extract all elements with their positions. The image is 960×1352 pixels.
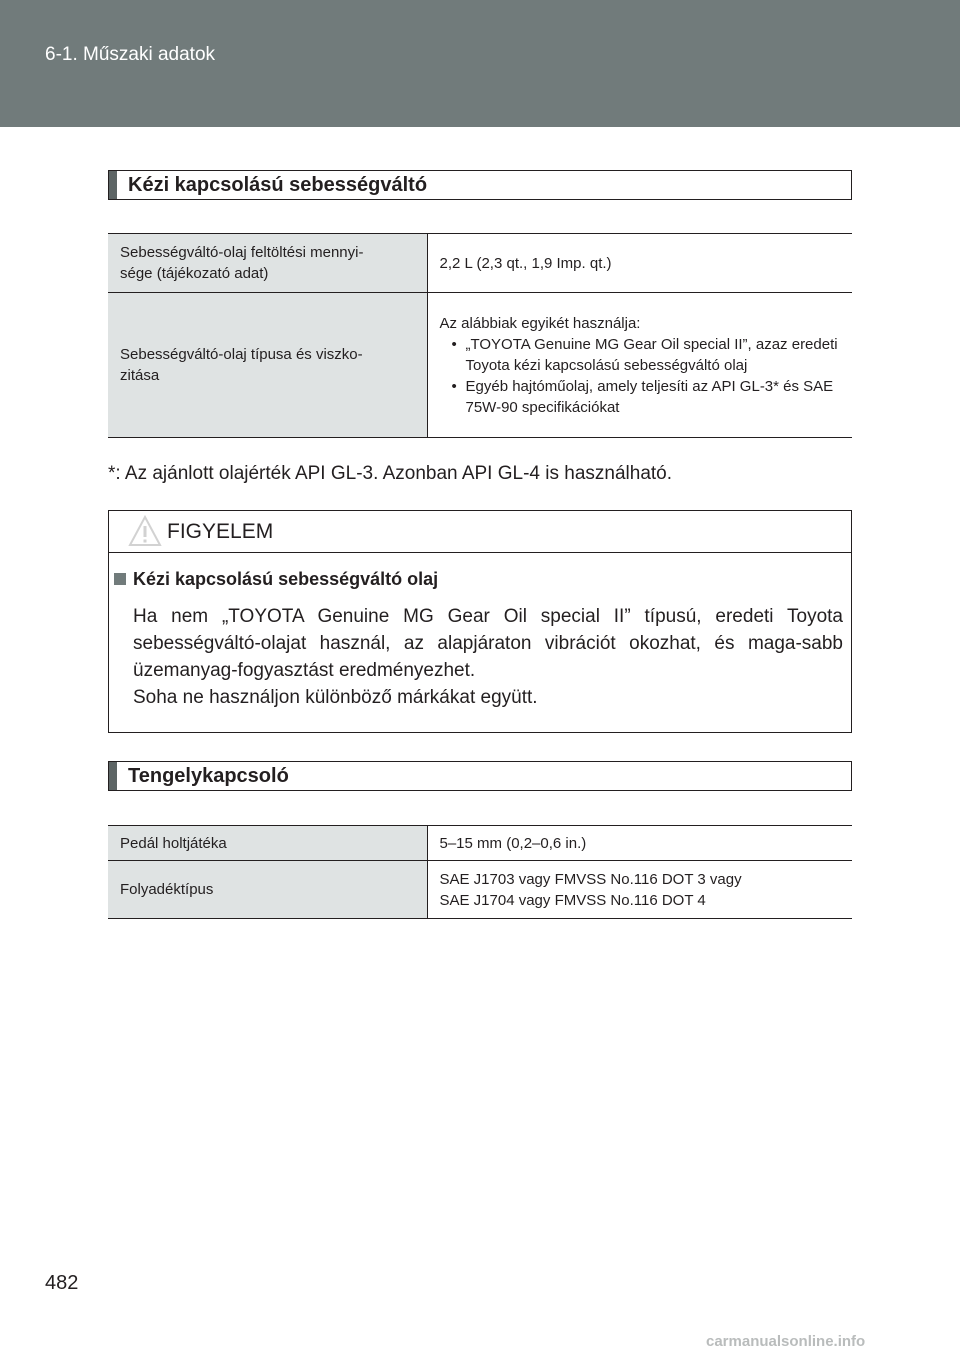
spec-label: Folyadéktípus (108, 861, 427, 919)
section-title: Kézi kapcsolású sebességváltó (128, 174, 428, 196)
section-heading-manual-transmission (108, 170, 852, 200)
spec-value: 2,2 L (2,3 qt., 1,9 Imp. qt.) (427, 234, 852, 293)
list-item: • „TOYOTA Genuine MG Gear Oil special II”, azaz eredeti Toyota kézi kapcsolású sebességváltó olaj (440, 334, 849, 376)
table-row (108, 861, 852, 919)
spec-value: SAE J1703 vagy FMVSS No.116 DOT 3 vagy SAE J1704 vagy FMVSS No.116 DOT 4 (427, 861, 852, 919)
warning-text (133, 603, 843, 711)
page-header (0, 0, 960, 127)
warning-paragraph: Soha ne használjon különböző márkákat együtt. (133, 687, 538, 708)
warning-paragraph: Ha nem „TOYOTA Genuine MG Gear Oil special II” típusú, eredeti Toyota sebességváltó-olajat használ, az alapjáraton vibrációt okozhat, és maga-sabb üzemanyag-fogyasztást eredményezhet. (133, 606, 843, 681)
spec-label: Sebességváltó-olaj típusa és viszko- zitása (108, 293, 427, 438)
watermark: carmanualsonline.info (706, 1333, 866, 1350)
spec-bullet-list (440, 334, 849, 418)
warning-header (109, 511, 851, 553)
warning-box (108, 510, 852, 733)
table-row (108, 293, 852, 438)
spec-label: Sebességváltó-olaj feltöltési mennyi- sége (tájékozató adat) (108, 234, 427, 293)
spec-value (427, 293, 852, 438)
warning-subtitle-text: Kézi kapcsolású sebességváltó olaj (133, 569, 439, 589)
section-accent (109, 171, 117, 199)
spec-intro: Az alábbiak egyikét használja: (439, 314, 641, 332)
square-bullet-icon (114, 573, 126, 585)
warning-subtitle (114, 569, 438, 590)
list-item: • Egyéb hajtóműolaj, amely teljesíti az API GL-3* és SAE 75W-90 specifikációkat (440, 376, 849, 418)
section-title: Tengelykapcsoló (128, 765, 289, 787)
manual-transmission-spec-table (108, 233, 852, 438)
section-heading-clutch (108, 761, 852, 791)
section-accent (109, 762, 117, 790)
spec-value: 5–15 mm (0,2–0,6 in.) (427, 826, 852, 861)
page-number: 482 (45, 1272, 79, 1294)
chapter-title: 6-1. Műszaki adatok (45, 44, 216, 65)
clutch-spec-table (108, 825, 852, 919)
footnote: *: Az ajánlott olajérték API GL-3. Azonban API GL-4 is használható. (108, 463, 673, 484)
spec-label: Pedál holtjátéka (108, 826, 427, 861)
warning-triangle-icon (128, 515, 162, 552)
table-row (108, 234, 852, 293)
warning-label: FIGYELEM (167, 520, 274, 543)
table-row (108, 826, 852, 861)
